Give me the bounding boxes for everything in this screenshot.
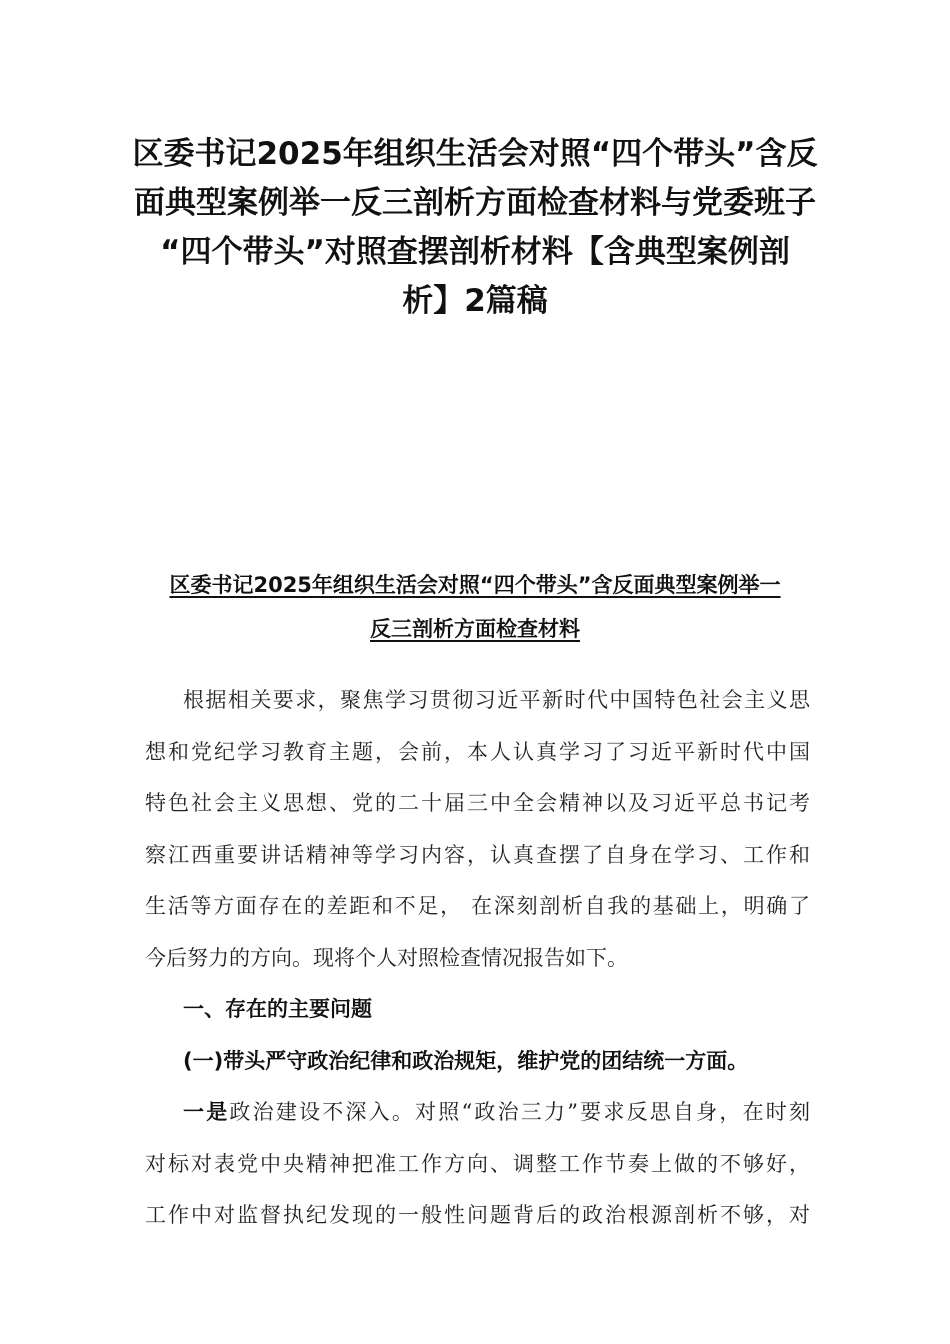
paragraph-line: 对标对表党中央精神把准工作方向、调整工作节奏上做的不够好，: [145, 1151, 810, 1176]
paragraph-line: 生活等方面存在的差距和不足， 在深刻剖析自我的基础上，明确了: [145, 894, 810, 918]
section-heading: 一、存在的主要问题: [183, 997, 372, 1021]
paragraph-line: 今后努力的方向。现将个人对照检查情况报告如下。: [145, 945, 628, 970]
main-title-line: 面典型案例举一反三剖析方面检查材料与党委班子: [134, 185, 816, 221]
document-main-title: [120, 130, 830, 326]
body-text: [145, 675, 810, 1242]
paragraph-line: 根据相关要求，聚焦学习贯彻习近平新时代中国特色社会主义思: [183, 688, 810, 712]
paragraph-line: 察江西重要讲话精神等学习内容，认真查摆了自身在学习、工作和: [145, 842, 810, 867]
section-title-line: 区委书记2025年组织生活会对照“四个带头”含反面典型案例举一: [169, 573, 781, 597]
main-title-line: 析】2篇稿: [402, 283, 548, 319]
main-title-line: 区委书记2025年组织生活会对照“四个带头”含反: [132, 136, 818, 172]
section-title-line: 反三剖析方面检查材料: [370, 617, 580, 641]
paragraph-line: 工作中对监督执纪发现的一般性问题背后的政治根源剖析不够，对: [145, 1203, 810, 1227]
paragraph-line: 想和党纪学习教育主题，会前，本人认真学习了习近平新时代中国: [145, 739, 810, 764]
paragraph-line: [145, 1087, 810, 1139]
subsection-heading: (一)带头严守政治纪律和政治规矩，维护党的团结统一方面。: [183, 1048, 749, 1073]
paragraph-line: 特色社会主义思想、党的二十届三中全会精神以及习近平总书记考: [145, 791, 810, 815]
main-title-line: “四个带头”对照查摆剖析材料【含典型案例剖: [160, 234, 790, 270]
point-label: 一是: [183, 1100, 230, 1124]
section-title: [110, 563, 840, 651]
point-text: 政治建设不深入。对照“政治三力”要求反思自身，在时刻: [229, 1100, 810, 1124]
